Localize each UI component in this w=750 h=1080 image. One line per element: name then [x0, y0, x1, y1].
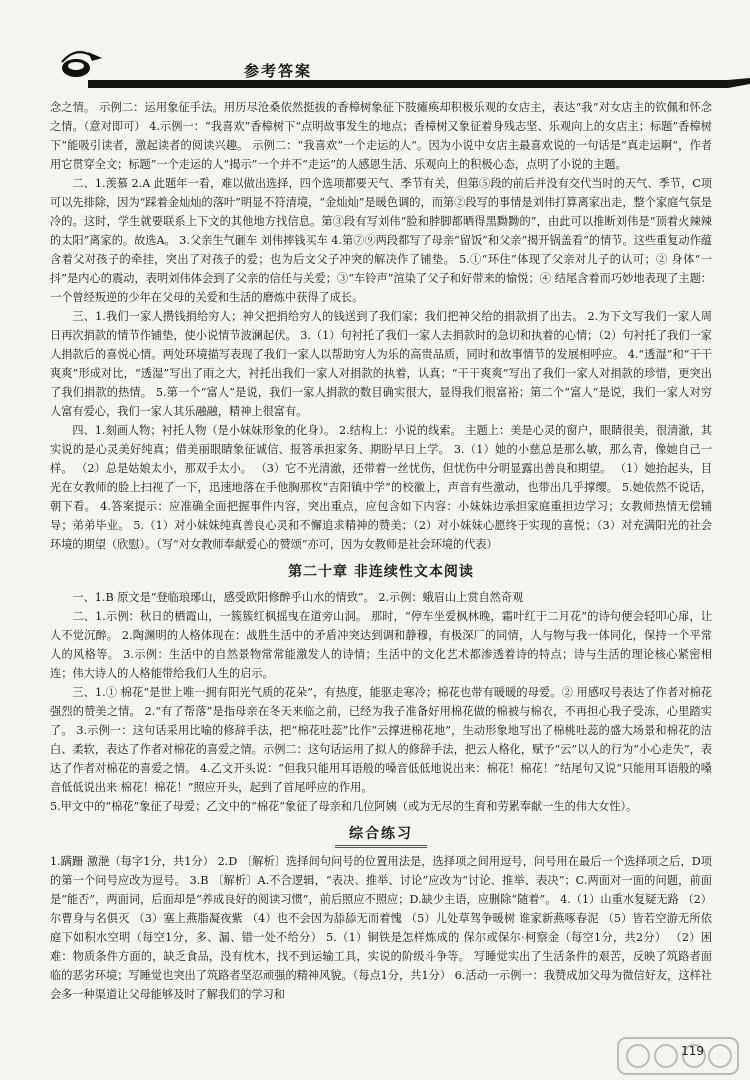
paragraph: 一、1.B 原文是“登临琅琊山，感受欧阳修醉乎山水的情致”。 2.示例：蛾眉山上赏自然奇观	[72, 591, 524, 604]
header-rule	[88, 78, 750, 90]
paragraph: 四、1.刻画人物；衬托人物（是小妹妹形象的化身）。 2.结构上：小说的线索。 主题上：美是心灵的窗户，眼睛很美，很清澈，其实说的是心灵美好纯真；借美丽眼睛象征诚信、报答承担家务、期盼早日上学。 3.（1）她的小慈总是那么敏，那么青，像她自己一样。 （2）总是姑娘太小，那双手太小。 （3）它不光清澈，还带着一丝忧伤，但忧伤中分明显露出善良和期望。 （1）她抬起头，目光在女教师的脸上扫视了一下，迅速地落在手他胸那枚“吉阳镇中学”的校徽上，声音有些激动，也带出几乎撑缨。 5.她依然不说话，朝下看。 4.答案提示：应准确全面把握事件内容，突出重点，应包含如下内容：小妹妹边承担家庭重担边学习；女教师热情无偿辅导；弟弟毕业。 5.（1）对小妹妹纯真善良心灵和不懈追求精神的赞美；（2）对小妹妹心愿终于实现的喜悦；（3）对充满阳光的社会环境的期望（欣慰）。（写“对女教师奉献爱心的赞颂”亦可，因为女教师是社会环境的代表）	[50, 424, 712, 551]
answer-content	[50, 98, 712, 1038]
paragraph: 二、1.羡慕 2.A 此题年一看，难以做出选择，四个选项都要天气、季节有关，但第⑤段的前后并没有交代当时的天气、季节，C项可以先排除，因为“踩着金灿灿的落叶”明显不符清境，“金灿灿”是暖色调的，而第②段写的事情是刘伟打算离家出走，整个家庭气氛是冷的。这时，学生就要联系上下文的其他地方找信息。第③段有写刘伟“脸和脖脚都晒得黑黝黝的”，由此可以推断刘伟是“顶着火辣辣的太阳”离家的。故选A。 3.父亲生气砸车 刘伟摔钱买车 4.第⑦⑨两段都写了母亲“留饭”和父亲“揭开锅盖看”的情节。这些重复动作蕴含着父对孩子的牵挂，突出了对孩子的爱；也为后文父子冲突的解决作了铺垫。 5.①“环住”体现了父亲对儿子的认可；② 身体“一抖”是内心的震动，表明刘伟体会到了父亲的信任与关爱；③“车铃声”渲染了父子和好带来的愉悦；④ 结尾含着而巧妙地表现了主题：一个曾经叛逆的少年在父母的关爱和生活的磨炼中获得了成长。	[50, 177, 712, 304]
book-logo-icon	[58, 44, 104, 80]
section-heading-label: 综合练习	[335, 824, 427, 848]
paragraph: 三、1.① 棉花“是世上唯一拥有阳光气质的花朵”，有热度，能驱走寒冷；棉花也带有暖暖的母爱。② 用感叹号表达了作者对棉花强烈的赞美之情。 2.“有了帮落”是指母亲在冬天来临之前，已经为我子准备好用棉花做的棉被与棉衣，不再担心我子受冻，心里踏实了。 3.示例一：这句话采用比喻的修辞手法，把“棉花吐蕊”比作“云撑进棉花地”，生动形象地写出了棉桃吐蕊的盛大场景和棉花的洁白、柔软，表达了作者对棉花的喜爱之情。示例二：这句话运用了拟人的修辞手法，把云人格化，赋予“云”以人的行为“小心走失”，表达了作者对棉花的喜爱之情。 4.乙文开头说：“但我只能用耳语般的嗓音低低地说出来：棉花！棉花！”结尾句又说“只能用耳语般的嗓音低低说出来 棉花！棉花！”照应开头，起到了首尾呼应的作用。	[50, 686, 712, 794]
page-header	[0, 0, 750, 92]
paragraph: 念之情。 示例二：运用象征手法。用历尽沧桑依然挺拔的香樟树象征下肢瘫痪却积极乐观的女店主，表达“我”对女店主的钦佩和怀念之情。（意对即可） 4.示例一：“我喜欢”香樟树下“点明故事发生的地点；香樟树又象征着身残志坚、乐观向上的女店主；标题”香樟树下“能吸引读者，激起读者的阅读兴趣。 示例二：“我喜欢”一个走运的人“。因为小说中女店主最喜欢说的一句话是”真走运啊“，作者用它贯穿全文；标题”一个走运的人“揭示”一个并不“走运”的人感恩生活、乐观向上的积极心态，点明了小说的主题。	[50, 101, 712, 171]
section-heading	[50, 824, 712, 846]
chapter-heading: 第二十章 非连续性文本阅读	[288, 564, 474, 580]
site-watermark-logo-icon	[616, 1034, 740, 1078]
page-number: 119	[681, 1044, 704, 1058]
paragraph: 5.甲文中的“棉花”象征了母爱；乙文中的“棉花”象征了母亲和几位阿姨（或为无尽的生育和劳累奉献一生的伟大女性）。	[50, 800, 638, 813]
paragraph: 1.蹒跚 激滟（每字1分，共1分） 2.D 〔解析〕选择间句问号的位置用法是，选择项之间用逗号，问号用在最后一个选择项之后，D项的第一个问号应改为逗号。 3.B 〔解析〕A.不合逻辑，“表决、推举、讨论”应改为“讨论、推举、表决”；C.两面对一面的问题，前面是“能否”，两面词，后面却是“养成良好的阅读习惯”，前后照应不照应；D.缺少主语，应删除“随着”。 4.（1）山重水复疑无路 （2）尔曹身与名俱灭 （3）塞上燕脂凝夜紫 （4）也不会因为舔舔无而着愧 （5）儿处草驾争暖树 谁家新燕啄春泥 （5）皆若空游无所依 庭下如积水空明（每空1分，多、漏、错一处不给分） 5.（1）铜铁是怎样炼成的 保尔或保尔·柯察金（每空1分，共2分） （2）困难：物质条件方面的，缺乏食品，没有枕木，找不到运输工具，实说的阶级斗争等。 写睡觉实出了生活条件的艰苦，反映了筑路者面临的恶劣环境；写睡觉也突出了筑路者坚忍顽强的精神风貌。（每点1分，共1分） 6.活动一示例一：我赞成加父母为微信好友，这样社会多一种渠道让父母能够及时了解我们的学习和	[50, 855, 712, 1001]
paragraph: 三、1.我们一家人攒钱捐给穷人；神父把捐给穷人的钱送到了我们家；我们把神父给的捐款捐了出去。 2.为下文写我们一家人周日再次捐款的情节作铺垫，使小说情节波澜起伏。 3.（1）句衬托了我们一家人去捐款时的急切和执着的心情；（2）句衬托了我们一家人捐款后的喜悦心情。两处环境描写表现了我们一家人以帮助穷人为乐的高贵品质，同时和故事情节的发展相呼应。 4.“透湿”和“干干爽爽”形成对比，“透湿”写出了雨之大，衬托出我们一家人对捐款的执着，认真；“干干爽爽”写出了我们一家人对捐款的珍惜，更突出了我们捐款的热情。 5.第一个“富人”是说，我们一家人捐款的数目确实很大，显得我们很富裕；第二个“富人”是说，我们一家人对穷人富有爱心，我们一家人其乐融融，精神上很富有。	[50, 310, 712, 418]
page-title: 参考答案	[244, 62, 313, 80]
paragraph: 二、1.示例：秋日的栖霞山，一簇簇红枫摇曳在道旁山洞。 那时，“停车坐爱枫林晚，霜叶红于二月花”的诗句便会轻叩心扉，让人不觉沉醉。 2.陶渊明的人格体现在：战胜生活中的矛盾冲突达到调和静穆，有极深厂的同情，人与物与我一体同化，保持一个平常人的风格等。 3.示例：生活中的自然景物常常能激发人的诗情；生活中的文化艺术都渗透着诗的特点；诗与生活的理论核心紧密相连；伟大诗人的人格能带给我们人生的启示。	[50, 610, 712, 680]
